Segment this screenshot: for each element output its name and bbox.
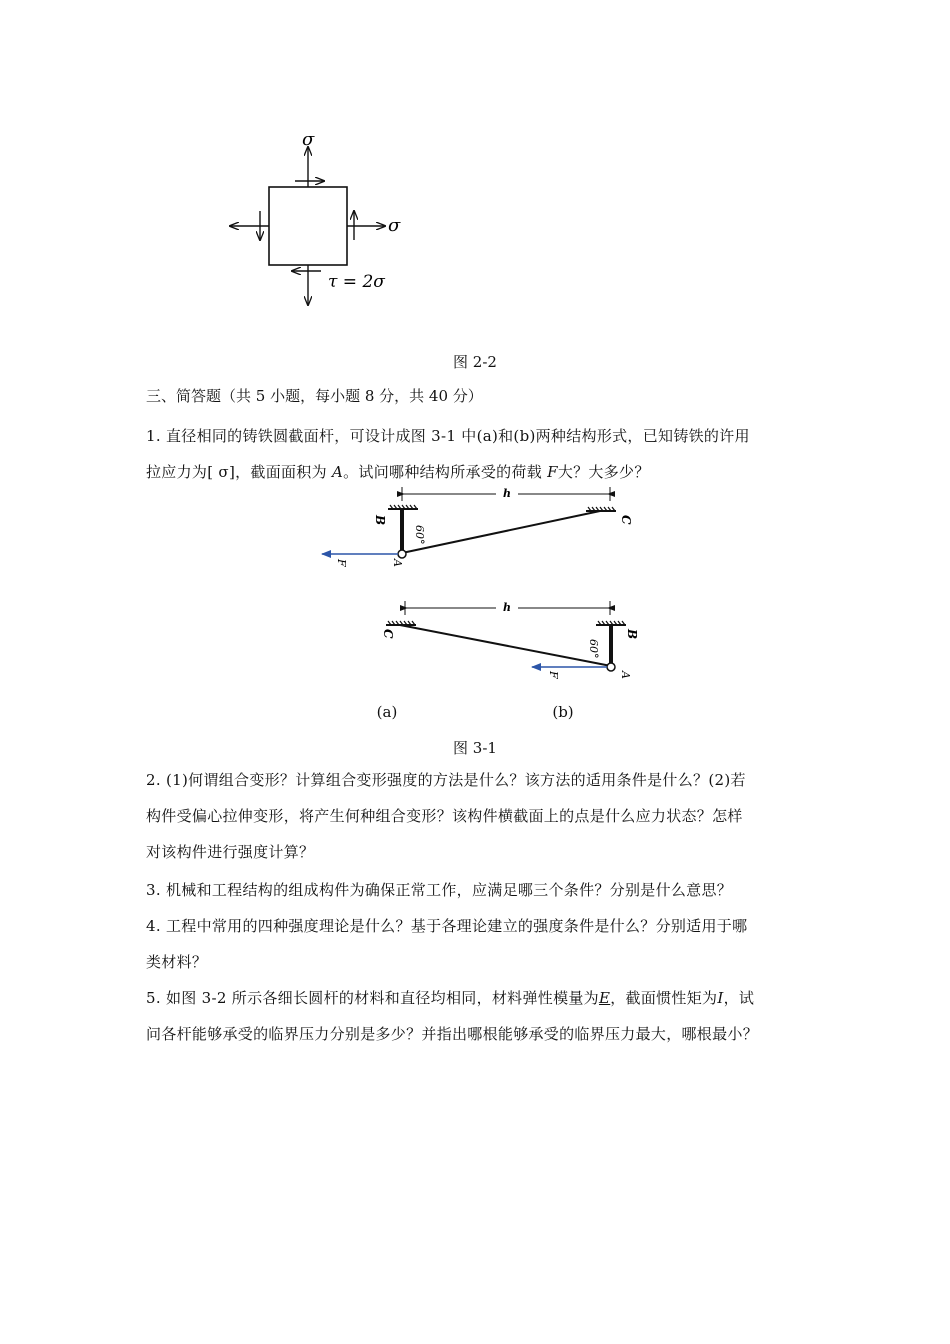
- joint-a: [398, 550, 406, 558]
- label-f-b: F: [547, 671, 560, 679]
- dimension-h-label-b: h: [503, 601, 511, 614]
- q1-line-1: 1. 直径相同的铸铁圆截面杆，可设计成图 3-1 中(a)和(b)两种结构形式，已知铸铁的许用: [146, 427, 750, 445]
- q4-line-2: 类材料？: [146, 953, 208, 971]
- q4-line-1: 4. 工程中常用的四种强度理论是什么？基于各理论建立的强度条件是什么？分别适用于哪: [146, 917, 748, 935]
- question-4: [146, 908, 811, 980]
- label-b-a: B: [373, 515, 387, 526]
- label-a-b: A: [619, 671, 632, 679]
- question-1: [146, 418, 811, 490]
- bar-ac: [402, 511, 600, 553]
- stress-square: [269, 187, 347, 265]
- joint-a-b: [607, 663, 615, 671]
- dimension-h-label-a: h: [503, 487, 511, 500]
- question-5: [146, 980, 811, 1052]
- q1-line-2: 拉应力为[ σ]，截面面积为 A。试问哪种结构所承受的荷载 F大？大多少？: [146, 463, 650, 481]
- label-c-a: C: [619, 515, 633, 525]
- q2-line-2: 构件受偏心拉伸变形，将产生何种组合变形？该构件横截面上的点是什么应力状态？怎样: [146, 807, 743, 825]
- sigma-top-label: σ: [302, 129, 315, 150]
- q3-line-1: 3. 机械和工程结构的组成构件为确保正常工作，应满足哪三个条件？分别是什么意思？: [146, 881, 733, 899]
- sigma-right-label: σ: [388, 215, 401, 236]
- figure-label-b: (b): [552, 703, 574, 721]
- tau-label: τ = 2σ: [328, 272, 385, 292]
- question-2: [146, 762, 811, 870]
- q5-line-1: 5. 如图 3-2 所示各细长圆杆的材料和直径均相同，材料弹性模量为E，截面惯性矩为I，试: [146, 989, 755, 1007]
- question-3: [146, 872, 811, 908]
- label-b-b: B: [625, 629, 639, 640]
- figure-3-1-caption: 图 3-1: [453, 739, 497, 757]
- bar-ac-b: [400, 625, 611, 666]
- figure-2-2-caption: 图 2-2: [453, 353, 497, 371]
- angle-label-b: 60°: [587, 639, 600, 659]
- q2-line-1: 2. (1)何谓组合变形？计算组合变形强度的方法是什么？该方法的适用条件是什么？(2)若: [146, 771, 746, 789]
- section-title: 三、简答题（共 5 小题，每小题 8 分，共 40 分）: [146, 387, 483, 405]
- stress-element-figure: [220, 125, 420, 310]
- figure-label-a: (a): [376, 703, 398, 721]
- structure-b-figure: [310, 595, 650, 695]
- q5-line-2: 问各杆能够承受的临界压力分别是多少？并指出哪根能够承受的临界压力最大，哪根最小？: [146, 1025, 759, 1043]
- label-a-a: A: [391, 559, 404, 567]
- label-c-b: C: [381, 629, 395, 639]
- structure-a-figure: [310, 483, 650, 583]
- label-f-a: F: [335, 559, 348, 567]
- angle-label-a: 60°: [413, 525, 426, 545]
- q2-line-3: 对该构件进行强度计算？: [146, 843, 315, 861]
